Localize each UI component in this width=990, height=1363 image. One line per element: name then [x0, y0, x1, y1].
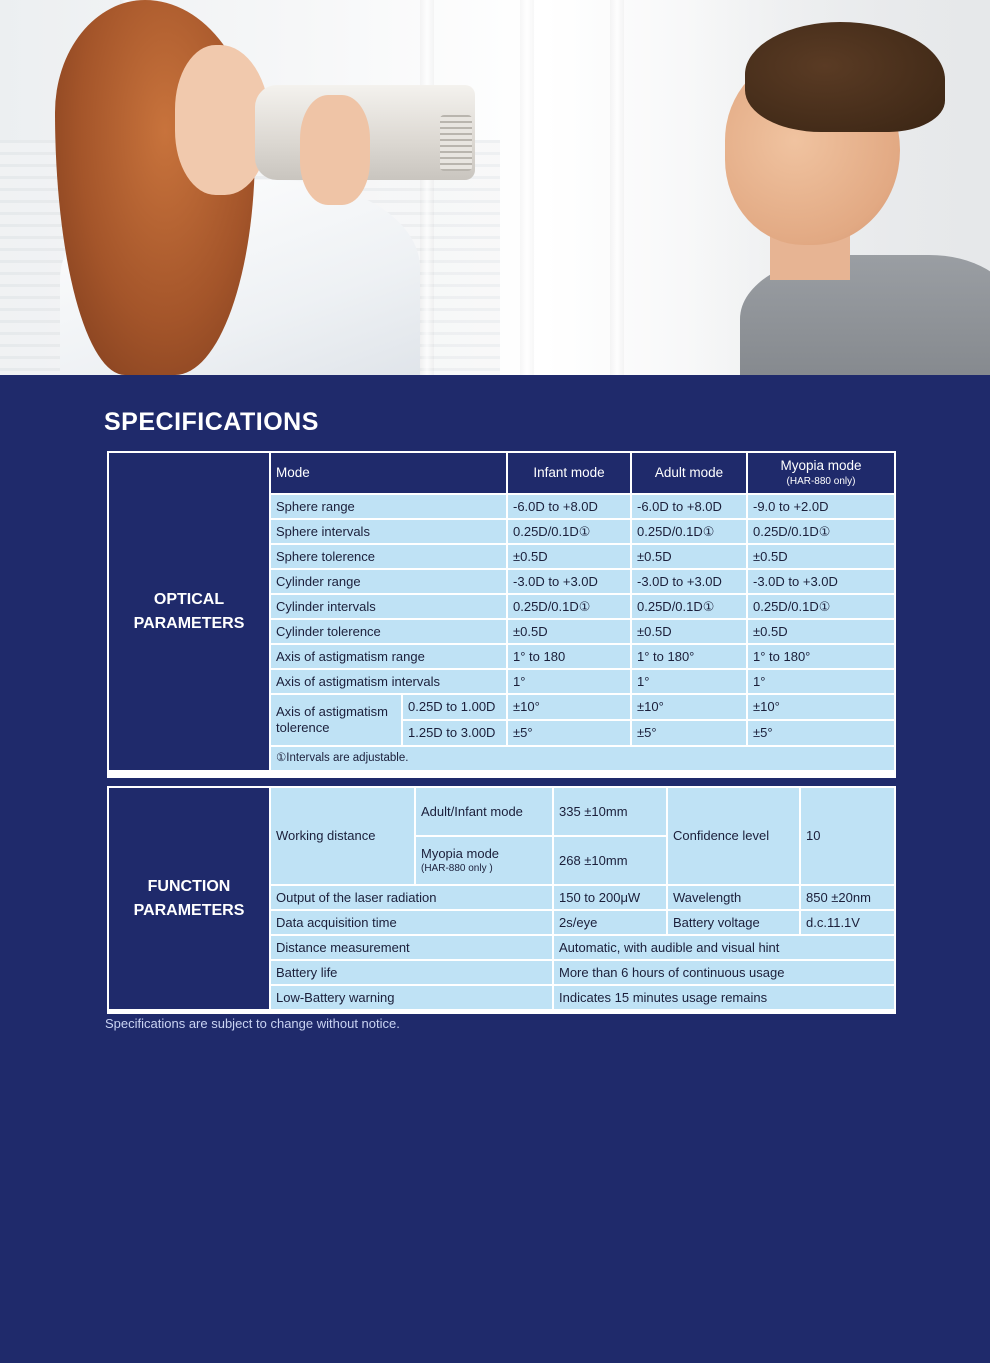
function-section-label: FUNCTION PARAMETERS	[109, 788, 269, 1009]
row-label: Axis of astigmatism intervals	[271, 670, 506, 693]
intervals-note: ①Intervals are adjustable.	[271, 747, 894, 770]
cell-infant: -6.0D to +8.0D	[508, 495, 630, 518]
row-label: Cylinder range	[271, 570, 506, 593]
footnote: Specifications are subject to change without notice.	[105, 1016, 400, 1031]
cell-infant: ±0.5D	[508, 545, 630, 568]
cell-myopia: 1° to 180°	[748, 645, 894, 668]
cell-infant: ±5°	[508, 721, 630, 745]
cell-infant: ±10°	[508, 695, 630, 719]
row-label: Axis of astigmatism range	[271, 645, 506, 668]
cell-adult: ±0.5D	[632, 545, 746, 568]
cell-adult: ±10°	[632, 695, 746, 719]
curtain-fold	[420, 0, 434, 375]
doctor-hand	[300, 95, 370, 205]
hero-photo	[0, 0, 990, 375]
cell-adult: 0.25D/0.1D①	[632, 595, 746, 618]
myopia-distance: 268 ±10mm	[554, 837, 666, 884]
myopia-mode-cell	[416, 837, 552, 884]
row-label: Sphere range	[271, 495, 506, 518]
cell-myopia: 0.25D/0.1D①	[748, 595, 894, 618]
wavelength-label: Wavelength	[668, 886, 799, 909]
cell-infant: 1° to 180	[508, 645, 630, 668]
page-title: SPECIFICATIONS	[104, 408, 319, 436]
patient-hair	[745, 22, 945, 132]
tolerance-label: Axis of astigmatism tolerence	[271, 695, 401, 745]
curtain-fold	[610, 0, 624, 375]
cell-adult: -6.0D to +8.0D	[632, 495, 746, 518]
laser-label: Output of the laser radiation	[271, 886, 552, 909]
row-label: Sphere tolerence	[271, 545, 506, 568]
battery-life-label: Battery life	[271, 961, 552, 984]
cell-infant: 0.25D/0.1D①	[508, 520, 630, 543]
cell-myopia: 0.25D/0.1D①	[748, 520, 894, 543]
voltage-label: Battery voltage	[668, 911, 799, 934]
cell-adult: ±5°	[632, 721, 746, 745]
distance-measurement-label: Distance measurement	[271, 936, 552, 959]
cell-adult: 0.25D/0.1D①	[632, 520, 746, 543]
myopia-mode-label: Myopia mode	[421, 845, 500, 861]
cell-infant: 1°	[508, 670, 630, 693]
confidence-label: Confidence level	[668, 788, 799, 884]
voltage-value: d.c.11.1V	[801, 911, 894, 934]
acquisition-label: Data acquisition time	[271, 911, 552, 934]
header-infant: Infant mode	[508, 453, 630, 493]
device-grill	[440, 115, 472, 171]
cell-adult: 1°	[632, 670, 746, 693]
header-myopia	[748, 453, 894, 493]
confidence-value: 10	[801, 788, 894, 884]
low-battery-value: Indicates 15 minutes usage remains	[554, 986, 894, 1009]
function-parameters-table	[107, 786, 896, 1014]
row-label: Cylinder intervals	[271, 595, 506, 618]
distance-measurement-value: Automatic, with audible and visual hint	[554, 936, 894, 959]
low-battery-label: Low-Battery warning	[271, 986, 552, 1009]
adult-infant-mode-label: Adult/Infant mode	[416, 788, 552, 835]
row-label: Cylinder tolerence	[271, 620, 506, 643]
optical-section-label: OPTICAL PARAMETERS	[109, 453, 269, 770]
myopia-mode-note: (HAR-880 only )	[421, 863, 493, 875]
header-mode: Mode	[271, 453, 506, 493]
row-label: Sphere intervals	[271, 520, 506, 543]
cell-myopia: ±0.5D	[748, 620, 894, 643]
acquisition-value: 2s/eye	[554, 911, 666, 934]
cell-adult: -3.0D to +3.0D	[632, 570, 746, 593]
cell-infant: -3.0D to +3.0D	[508, 570, 630, 593]
cell-infant: 0.25D/0.1D①	[508, 595, 630, 618]
cell-myopia: ±5°	[748, 721, 894, 745]
cell-myopia: 1°	[748, 670, 894, 693]
header-adult: Adult mode	[632, 453, 746, 493]
tolerance-range: 1.25D to 3.00D	[403, 721, 506, 745]
header-myopia-note: (HAR-880 only)	[786, 476, 856, 488]
header-myopia-label: Myopia mode	[780, 457, 862, 473]
curtain-fold	[520, 0, 534, 375]
laser-value: 150 to 200μW	[554, 886, 666, 909]
adult-infant-distance: 335 ±10mm	[554, 788, 666, 835]
tolerance-range: 0.25D to 1.00D	[403, 695, 506, 719]
cell-myopia: ±0.5D	[748, 545, 894, 568]
battery-life-value: More than 6 hours of continuous usage	[554, 961, 894, 984]
cell-infant: ±0.5D	[508, 620, 630, 643]
working-distance-label: Working distance	[271, 788, 414, 884]
wavelength-value: 850 ±20nm	[801, 886, 894, 909]
cell-myopia: ±10°	[748, 695, 894, 719]
cell-myopia: -9.0 to +2.0D	[748, 495, 894, 518]
optical-parameters-table	[107, 451, 896, 778]
cell-adult: ±0.5D	[632, 620, 746, 643]
cell-myopia: -3.0D to +3.0D	[748, 570, 894, 593]
cell-adult: 1° to 180°	[632, 645, 746, 668]
